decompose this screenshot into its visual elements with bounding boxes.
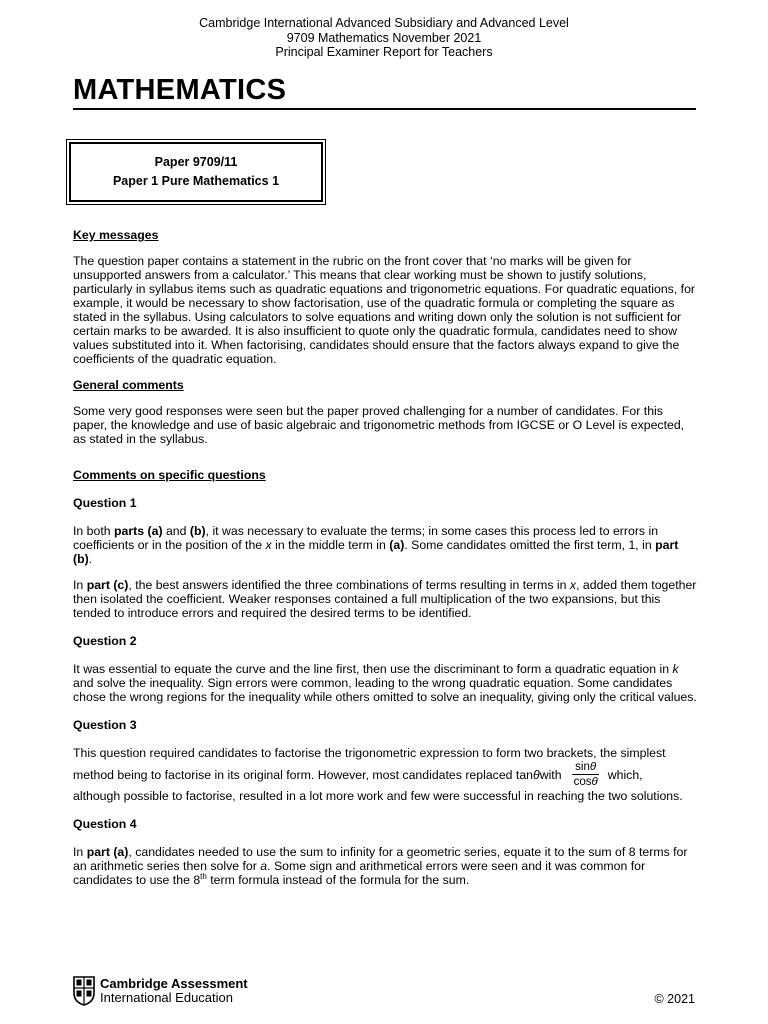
paper-box	[66, 139, 326, 205]
question-3-line-3: although possible to factorise, resulted in a lot more work and few were successful in reaching the two solutions.	[73, 789, 683, 803]
general-comments-heading: General comments	[73, 378, 184, 392]
specific-questions-heading: Comments on specific questions	[73, 468, 266, 482]
paper-code: Paper 9709/11	[154, 155, 238, 169]
shield-icon	[73, 976, 95, 1006]
subject-title: MATHEMATICS	[73, 72, 696, 110]
paper-name: Paper 1 Pure Mathematics 1	[112, 174, 280, 188]
question-4-paragraph: In part (a), candidates needed to use the sum to infinity for a geometric series, equate it to the sum of 8 terms for an arithmetic series then solve for a. Some sign and arithmetical errors were seen and it was common for candidates to use the 8th term formula instead of the formula for the sum.	[73, 845, 688, 887]
key-messages-heading: Key messages	[73, 228, 159, 242]
logo-line-1: Cambridge Assessment	[100, 976, 248, 991]
sin-over-cos-fraction: $\frac{\sin\theta}{\cos\theta}$	[573, 761, 598, 788]
question-3-line-1: This question required candidates to factorise the trigonometric expression to form two brackets, the simplest	[73, 746, 666, 760]
question-2-paragraph: It was essential to equate the curve and the line first, then use the discriminant to form a quadratic equation in k and solve the inequality. Sign errors were common, leading to the wrong quadratic equation. Some candidates chose the wrong regions for the inequality while others omitted to solve an inequality, giving only the critical values.	[73, 662, 697, 704]
copyright: © 2021	[654, 992, 695, 1006]
header-line-1: Cambridge International Advanced Subsidiary and Advanced Level	[199, 16, 569, 30]
logo-line-2: International Education	[100, 990, 233, 1005]
question-1-heading: Question 1	[73, 496, 137, 510]
question-4-heading: Question 4	[73, 817, 137, 831]
question-3-heading: Question 3	[73, 718, 137, 732]
header-line-2: 9709 Mathematics November 2021	[286, 30, 482, 45]
report-header	[0, 16, 768, 60]
question-2-heading: Question 2	[73, 634, 137, 648]
question-1-paragraph-2: In part (c), the best answers identified the three combinations of terms resulting in terms in x, added them together then isolated the coefficient. Weaker responses contained a full multiplication of the two expansions, but this tended to introduce errors and required the desired terms to be identified.	[73, 578, 697, 620]
key-messages-text: The question paper contains a statement in the rubric on the front cover that ‘no marks will be given for unsupported answers from a calculator.’ This means that clear working must be shown to justify solutions, particularly in syllabus items such as quadratic equations and trigonometric equations. For quadratic equations, for example, it would be necessary to show factorisation, use of the quadratic formula or completing the square as stated in the syllabus. Using calculators to solve equations and writing down only the solution is not sufficient for certain marks to be awarded. It is also insufficient to quote only the quadratic formula, candidates need to show values substituted into it. When factorising, candidates should ensure that the factors always expand to give the coefficients of the quadratic equation.	[73, 254, 696, 366]
header-line-3: Principal Examiner Report for Teachers	[275, 45, 493, 59]
question-1-paragraph-1: In both parts (a) and (b), it was necessary to evaluate the terms; in some cases this process led to errors in coefficients or in the position of the x in the middle term in (a). Some candidates omitted the first term, 1, in part (b).	[73, 524, 679, 566]
question-3-line-2: method being to factorise in its original form. However, most candidates replaced tan θ with $\frac{\sin\theta}{\cos\theta}$ which,	[73, 761, 643, 788]
report-body	[73, 228, 699, 887]
general-comments-text: Some very good responses were seen but the paper proved challenging for a number of candidates. For this paper, the knowledge and use of basic algebraic and trigonometric methods from IGCSE or O Level is expected, as stated in the syllabus.	[73, 404, 685, 446]
cambridge-logo	[73, 976, 248, 1006]
